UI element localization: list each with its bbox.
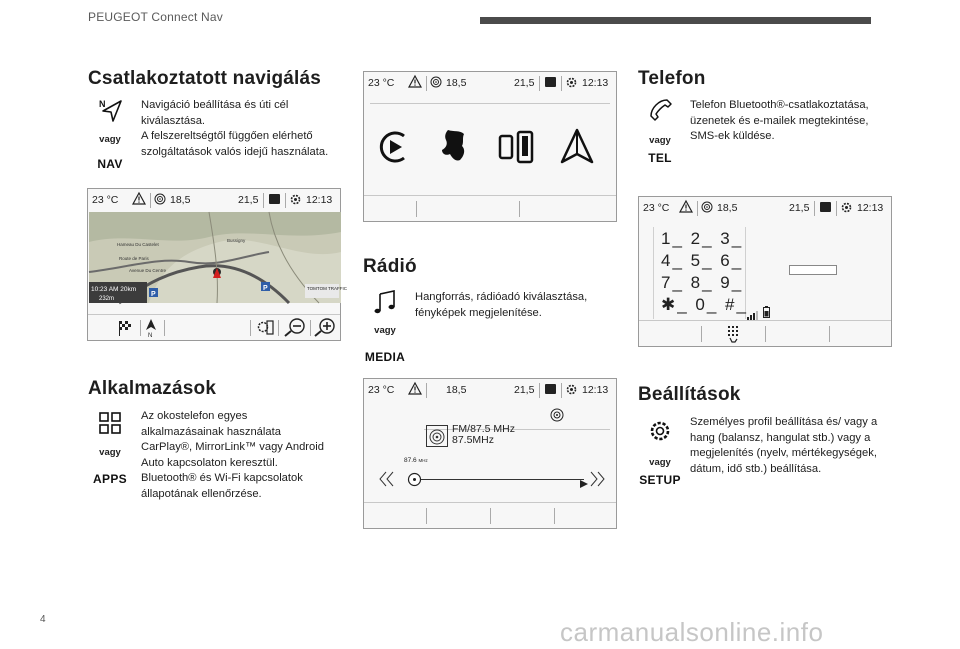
apps-grid-icon — [99, 412, 121, 434]
outside-temp: 23 °C — [368, 77, 395, 89]
apps-desc-4: Auto kapcsolaton keresztül. — [141, 456, 278, 469]
nav-description — [141, 98, 341, 160]
settings-code: SETUP — [639, 473, 681, 487]
mirrorlink-icon[interactable] — [498, 130, 534, 169]
nav-code: NAV — [97, 157, 123, 171]
settings-gear-icon — [647, 418, 673, 444]
or-label: vagy — [99, 134, 121, 145]
phone-connection-icon — [268, 193, 281, 208]
watermark: carmanualsonline.info — [560, 617, 824, 647]
nav-desc-2: A felszereltségtől függően elérhető szolgáltatások valós idejű használata. — [141, 130, 329, 158]
dial-keypad[interactable] — [661, 229, 748, 317]
svg-text:P: P — [263, 285, 268, 292]
phone-section-title: Telefon — [638, 68, 706, 89]
map-graphic — [89, 212, 347, 303]
svg-text:N: N — [148, 333, 153, 339]
navigation-arrow-icon — [97, 98, 123, 124]
station-frequency: 87.5MHz — [452, 434, 495, 446]
svg-text:10:23 AM 20km: 10:23 AM 20km — [91, 286, 137, 293]
phone-screen — [638, 196, 892, 347]
apps-section-title: Alkalmazások — [88, 378, 217, 399]
seek-forward-icon[interactable] — [588, 471, 606, 492]
outside-temp: 23 °C — [643, 202, 670, 214]
phone-code: TEL — [648, 151, 672, 165]
svg-text:Hameau Du Castelet: Hameau Du Castelet — [117, 242, 159, 247]
right-temp: 21,5 — [789, 202, 810, 214]
station-name: FM/87.5 MHz — [452, 423, 516, 435]
or-label: vagy — [649, 457, 671, 468]
phone-connection-icon — [819, 201, 832, 216]
phone-connection-icon — [544, 76, 557, 91]
peugeot-lion-icon[interactable] — [438, 128, 470, 169]
outside-temp: 23 °C — [368, 384, 395, 396]
apps-button-icon-group — [88, 412, 132, 486]
clock: 12:13 — [306, 194, 333, 206]
android-auto-icon[interactable] — [560, 128, 594, 169]
number-display-field[interactable] — [789, 265, 837, 275]
keypad-row[interactable]: ✱_ 0_ #_ — [661, 295, 748, 314]
page-number: 4 — [40, 614, 46, 625]
dial-label — [404, 457, 428, 464]
phone-handset-icon — [648, 98, 672, 122]
apps-code: APPS — [93, 472, 127, 486]
zoom-out-icon[interactable] — [284, 318, 306, 342]
frequency-slider-knob[interactable] — [407, 472, 422, 492]
apps-description — [141, 409, 341, 503]
svg-text:P: P — [151, 291, 156, 298]
settings-status-icon — [565, 76, 578, 92]
carplay-icon[interactable] — [378, 130, 410, 169]
dial-value: 87.6 — [404, 457, 417, 464]
right-temp: 21,5 — [514, 77, 535, 89]
radio-source-icon[interactable] — [550, 408, 564, 427]
wifi-signal-icon — [154, 193, 166, 208]
keypad-row[interactable]: 1_ 2_ 3_ — [661, 229, 744, 248]
svg-text:N: N — [99, 99, 106, 109]
svg-text:Bussigny: Bussigny — [227, 238, 246, 243]
radio-toolbar — [364, 502, 616, 528]
radio-station-icon — [426, 425, 448, 452]
dial-unit: MHz — [418, 458, 428, 463]
keypad-row[interactable]: 7_ 8_ 9_ — [661, 273, 744, 292]
nav-section-title: Csatlakoztatott navigálás — [88, 68, 322, 89]
compass-north-icon[interactable] — [144, 318, 158, 343]
zoom-in-icon[interactable] — [314, 318, 336, 342]
map-view[interactable] — [89, 212, 347, 303]
phone-button-icon-group — [638, 98, 682, 165]
header-rule — [480, 17, 871, 24]
apps-desc-1: Az okostelefon egyes — [141, 410, 248, 422]
finish-flag-icon[interactable] — [118, 320, 132, 341]
nav-desc-1: Navigáció beállítása és úti cél kiválasztása. — [141, 99, 289, 127]
radio-section-title: Rádió — [363, 256, 417, 277]
settings-button-icon-group — [638, 418, 682, 487]
svg-text:232m: 232m — [99, 296, 115, 302]
apps-desc-5: Bluetooth® és Wi-Fi kapcsolatok — [141, 472, 303, 485]
right-temp: 21,5 — [238, 194, 259, 206]
frequency-slider-track[interactable] — [414, 479, 584, 480]
or-label: vagy — [649, 135, 671, 146]
warning-icon — [679, 200, 693, 216]
svg-text:TOMTOM TRAFFIC: TOMTOM TRAFFIC — [307, 286, 347, 291]
left-temp: 18,5 — [446, 77, 467, 89]
clock: 12:13 — [582, 77, 609, 89]
apps-desc-3: CarPlay®, MirrorLink™ vagy Android — [141, 441, 324, 454]
left-temp: 18,5 — [717, 202, 738, 214]
phone-description: Telefon Bluetooth®-csatlakoztatása, üzenetek és e-mailek megtekintése, SMS-ek küldése. — [690, 99, 869, 143]
settings-status-icon — [565, 383, 578, 399]
radio-screen — [363, 378, 617, 529]
status-bar — [639, 197, 891, 220]
nav-screen — [87, 188, 347, 341]
keypad-icon[interactable] — [727, 325, 739, 348]
status-bar — [364, 379, 616, 402]
or-label: vagy — [99, 447, 121, 458]
apps-screen — [363, 71, 617, 222]
status-bar — [364, 72, 616, 95]
clock: 12:13 — [857, 202, 884, 214]
right-temp: 21,5 — [514, 384, 535, 396]
warning-icon — [408, 382, 422, 398]
clock: 12:13 — [582, 384, 609, 396]
radio-description: Hangforrás, rádióadó kiválasztása, fényképek megjelenítése. — [415, 291, 588, 319]
phone-connection-icon — [544, 383, 557, 398]
apps-desc-2: alkalmazásainak használata — [141, 425, 281, 438]
status-bar — [88, 189, 340, 212]
keypad-row[interactable]: 4_ 5_ 6_ — [661, 251, 744, 270]
nav-toolbar — [88, 314, 340, 340]
apps-desc-6: állapotának ellenőrzése. — [141, 487, 262, 500]
left-temp: 18,5 — [170, 194, 191, 206]
svg-text:Route de Paris: Route de Paris — [119, 256, 149, 261]
settings-section-title: Beállítások — [638, 384, 741, 405]
wifi-signal-icon — [430, 76, 442, 91]
station-info — [452, 424, 515, 446]
left-temp: 18,5 — [446, 384, 467, 396]
map-settings-icon[interactable] — [256, 319, 274, 341]
phone-toolbar — [639, 320, 891, 346]
settings-status-icon — [840, 201, 853, 217]
radio-code: MEDIA — [364, 350, 406, 364]
music-note-icon — [374, 290, 396, 314]
settings-status-icon — [289, 193, 302, 209]
or-label: vagy — [374, 325, 396, 336]
apps-toolbar — [364, 195, 616, 221]
warning-icon — [132, 192, 146, 208]
radio-button-icon-group — [363, 290, 407, 364]
outside-temp: 23 °C — [92, 194, 119, 206]
running-header: PEUGEOT Connect Nav — [88, 10, 223, 24]
seek-back-icon[interactable] — [378, 471, 396, 492]
settings-description: Személyes profil beállítása és/ vagy a hang (balansz, hangulat stb.) vagy a megjelenítés (nyelv, mértékegységek, dátum, idő stb.) beállítása. — [690, 416, 878, 475]
warning-icon — [408, 75, 422, 91]
svg-text:Avenue Du Centre: Avenue Du Centre — [129, 268, 166, 273]
nav-button-icon-group — [88, 98, 132, 171]
slider-end-arrow — [580, 475, 588, 493]
wifi-signal-icon — [701, 201, 713, 216]
